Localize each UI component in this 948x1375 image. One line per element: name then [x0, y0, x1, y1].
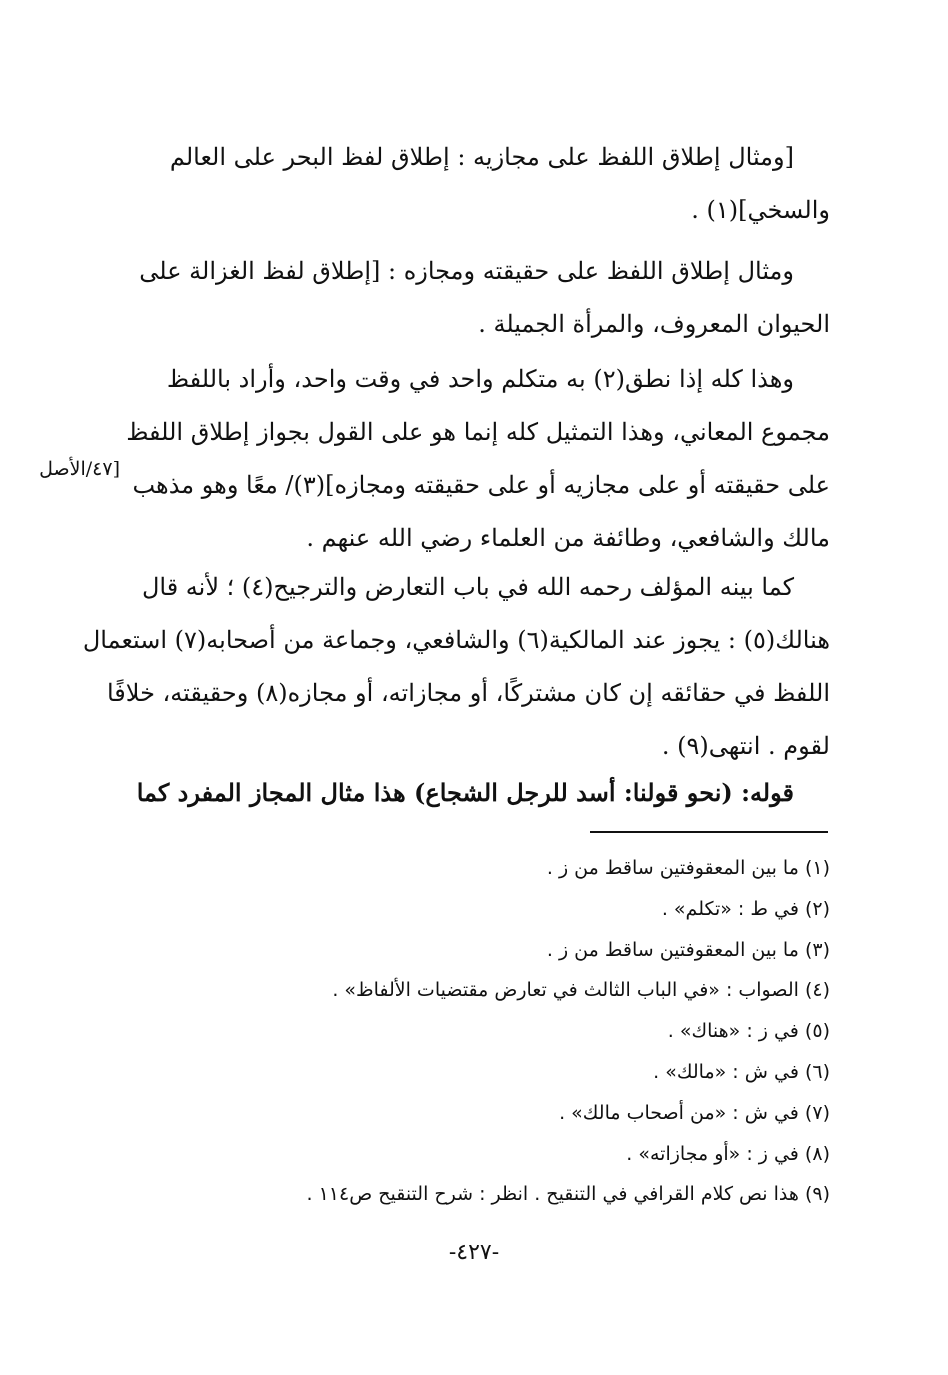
- paragraph-1: [128, 131, 830, 237]
- paragraph-3-line-4: مالك والشافعي، وطائفة من العلماء رضي الله عنهم .: [306, 524, 830, 552]
- paragraph-5: [128, 766, 830, 819]
- footnotes: [250, 848, 830, 1215]
- paragraph-5-line-1: قوله: (نحو قولنا: أسد للرجل الشجاع) هذا مثال المجاز المفرد كما: [136, 778, 794, 807]
- footnote-6: (٦) في ش : «مالك» .: [653, 1060, 830, 1083]
- footnote-7: (٧) في ش : «من أصحاب مالك» .: [559, 1101, 830, 1124]
- paragraph-1-line-2: والسخي](١) .: [691, 196, 830, 224]
- paragraph-4-line-1: كما بينه المؤلف رحمه الله في باب التعارض والترجيح(٤) ؛ لأنه قال: [141, 573, 794, 601]
- footnote-9: (٩) هذا نص كلام القرافي في التنقيح . انظر : شرح التنقيح ص١١٤ .: [306, 1183, 830, 1206]
- margin-note: [٤٧/الأصل: [39, 458, 120, 480]
- footnote-3: (٣) ما بين المعقوفتين ساقط من ز .: [546, 938, 830, 961]
- paragraph-1-line-1: [ومثال إطلاق اللفظ على مجازيه : إطلاق لفظ البحر على العالم: [169, 143, 794, 171]
- paragraph-4-line-4: لقوم . انتهى(٩) .: [661, 732, 830, 760]
- footnote-8: (٨) في ز : «أو مجازاته» .: [626, 1142, 830, 1165]
- paragraph-3: [128, 353, 830, 565]
- paragraph-2-line-2: الحيوان المعروف، والمرأة الجميلة .: [478, 310, 830, 338]
- paragraph-3-line-2: مجموع المعاني، وهذا التمثيل كله إنما هو على القول بجواز إطلاق اللفظ: [126, 418, 830, 446]
- paragraph-4: [82, 561, 830, 773]
- footnote-separator: [590, 831, 828, 833]
- footnote-4: (٤) الصواب : «في الباب الثالث في تعارض مقتضيات الألفاظ» .: [332, 979, 830, 1002]
- page-number: -٤٢٧-: [448, 1240, 500, 1265]
- footnote-2: (٢) في ط : «تكلم» .: [661, 897, 830, 920]
- paragraph-3-line-3: على حقيقته أو على مجازيه أو على حقيقته ومجازه](٣)/ معًا وهو مذهب: [132, 471, 830, 499]
- footnote-5: (٥) في ز : «هناك» .: [667, 1020, 830, 1043]
- paragraph-2: [128, 245, 830, 351]
- paragraph-3-line-1: وهذا كله إذا نطق(٢) به متكلم واحد في وقت واحد، وأراد باللفظ: [166, 365, 794, 393]
- paragraph-2-line-1: ومثال إطلاق اللفظ على حقيقته ومجازه : [إطلاق لفظ الغزالة على: [139, 257, 794, 285]
- footnote-1: (١) ما بين المعقوفتين ساقط من ز .: [546, 857, 830, 879]
- paragraph-4-line-3: اللفظ في حقائقه إن كان مشتركًا، أو مجازاته، أو مجازه(٨) وحقيقته، خلافًا: [106, 679, 830, 707]
- paragraph-4-line-2: هنالك(٥) : يجوز عند المالكية(٦) والشافعي، وجماعة من أصحابه(٧) استعمال: [82, 626, 830, 654]
